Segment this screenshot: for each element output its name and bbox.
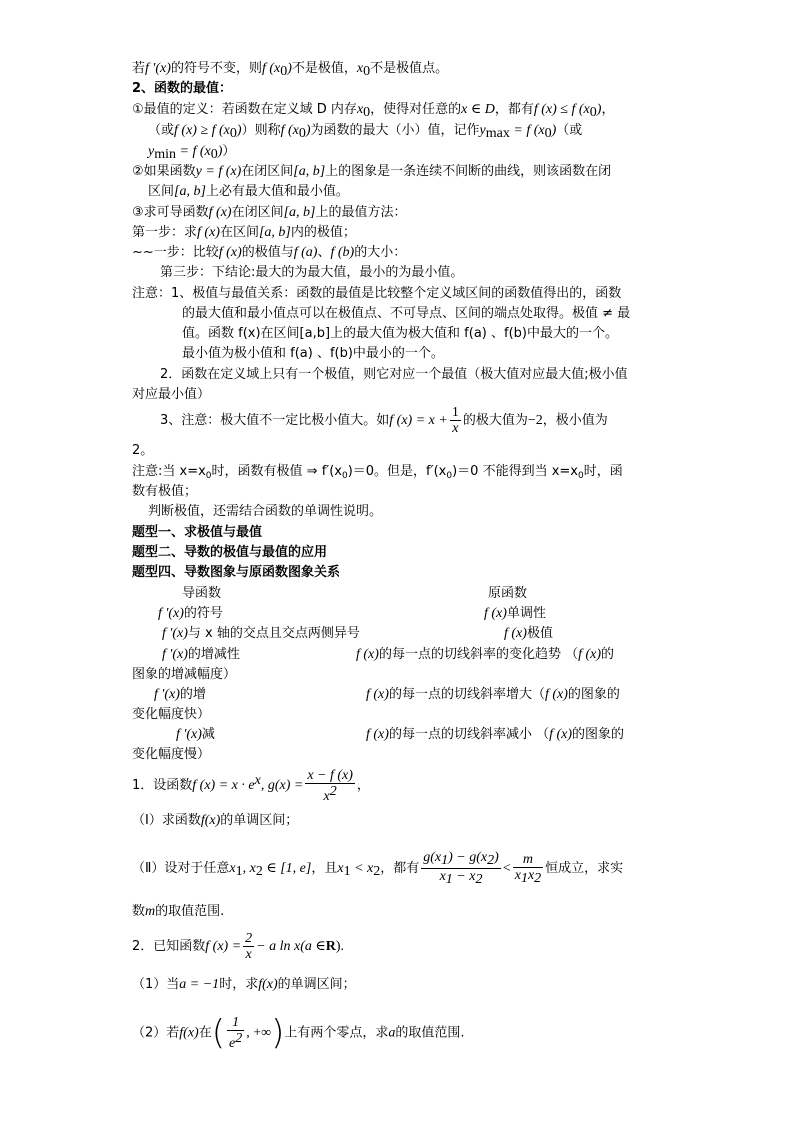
numerator	[421, 850, 501, 869]
text: 的极值与	[241, 245, 294, 260]
text: 减	[201, 727, 215, 742]
text-line: 变化幅度快）	[132, 707, 211, 722]
fraction	[450, 405, 461, 436]
text-line: 值。函数 f(x)在区间[a,b]上的最大值为极大值和 f(a) 、f(b)中最大的一个。	[182, 326, 618, 341]
math: 0	[363, 105, 371, 120]
text: 注意:当 x=x	[132, 464, 206, 479]
math: f(x)	[179, 1025, 199, 1041]
math: f '(x)	[162, 626, 188, 641]
text: 的取值范围.	[395, 1025, 465, 1041]
math: g(x	[423, 850, 442, 865]
math: 2	[329, 783, 337, 799]
text-line	[132, 976, 356, 994]
text: 的	[601, 647, 615, 662]
text-line: 最小值为极小值和 f(a) 、f(b)中最小的一个。	[182, 346, 444, 361]
text-line	[366, 726, 624, 744]
math: 0	[544, 126, 552, 141]
text: ）则称	[241, 123, 281, 138]
math: f (x)	[366, 687, 389, 702]
math: x	[439, 869, 446, 884]
fraction	[305, 768, 355, 804]
text: ③求可导函数	[132, 205, 209, 220]
math: f (x) = x · e	[192, 778, 255, 793]
math: 2	[487, 853, 495, 868]
math: R	[325, 939, 336, 954]
text-line	[162, 646, 240, 664]
text-line: 2．函数在定义域上只有一个极值，则它对应一个最值（极大值对应最大值;极小值	[160, 367, 628, 382]
text: 的增减性	[187, 647, 240, 662]
math: x ∈ D	[461, 102, 495, 117]
fraction	[243, 931, 254, 962]
math: 0	[210, 147, 218, 162]
math: −2	[527, 413, 543, 428]
math: x	[514, 867, 521, 883]
text: ，极小值为	[542, 413, 608, 428]
text: ，都有	[380, 861, 420, 876]
math: f (x)	[504, 626, 527, 641]
math: [a, b]	[283, 205, 316, 220]
text-line	[176, 726, 215, 744]
math: f (x)	[218, 245, 242, 260]
math: 1	[520, 870, 528, 886]
math: 1	[343, 864, 351, 879]
text: 2．已知函数	[132, 939, 206, 954]
denominator	[305, 784, 355, 804]
text: ，都有	[494, 102, 534, 117]
right-paren: )	[271, 1013, 285, 1053]
text-line: 2。	[132, 443, 154, 458]
text: 第一步：求	[132, 225, 198, 240]
math: )	[551, 123, 557, 138]
text: 在	[198, 1025, 212, 1041]
math: , g(x) =	[260, 778, 304, 793]
math: f (x) = x +	[389, 413, 448, 428]
numerator: 1	[227, 1015, 244, 1031]
text: 的图象的	[572, 727, 625, 742]
fraction	[227, 1015, 244, 1051]
math: )	[217, 144, 223, 159]
math: f '(x)	[162, 647, 188, 662]
math: = f (x	[509, 123, 545, 138]
math: 2	[235, 1031, 243, 1046]
math: − x	[452, 869, 476, 884]
text: 与 x 轴的交点且交点两侧异号	[187, 626, 360, 641]
math: )	[236, 123, 242, 138]
text: ）	[222, 144, 236, 159]
math: )	[596, 102, 602, 117]
text: （I）求函数	[132, 813, 201, 828]
text: 上必有最大值和最小值。	[205, 184, 349, 199]
numerator: x − f (x)	[307, 767, 353, 783]
text: 若	[132, 61, 146, 76]
text: 1．设函数	[132, 778, 193, 793]
math: min	[154, 147, 176, 162]
text-line: 注意：1、极值与最值关系：函数的最值是比较整个定义域区间的函数值得出的，函数	[132, 286, 622, 301]
math: f (x)	[197, 225, 220, 240]
math: <	[502, 861, 511, 876]
text-line	[154, 686, 206, 704]
text: 上的图象是一条连续不间断的曲线，则该函数在闭	[325, 164, 612, 179]
text-line: 图象的增减幅度）	[132, 667, 237, 682]
text: ~~一步：比较	[132, 245, 219, 260]
text: ，	[356, 778, 370, 793]
text-line: 第三步：下结论:最大的为最大值，最小的为最小值。	[160, 265, 464, 280]
numerator: 1	[451, 405, 459, 420]
math: [a, b]	[174, 184, 206, 199]
text-line: 变化幅度慢）	[132, 747, 211, 762]
text: ②如果函数	[132, 164, 196, 179]
text-line	[132, 204, 407, 222]
text: 的极大值为	[462, 413, 528, 428]
text-line: 的最大值和最小值点可以在极值点、不可导点、区间的端点处取得。极值 ≠ 最	[182, 306, 631, 321]
math: y	[148, 144, 155, 159]
text-line	[484, 605, 546, 623]
text: 不是极值，	[291, 61, 357, 76]
math: f (x)	[366, 727, 389, 742]
text: 内的极值；	[290, 225, 356, 240]
text: 的大小：	[354, 245, 407, 260]
text: 上有两个零点，求	[284, 1025, 389, 1041]
math: ).	[335, 939, 345, 954]
math: f (x	[280, 123, 299, 138]
math: 0	[229, 126, 237, 141]
math: [a, b]	[293, 164, 326, 179]
math: 2	[255, 864, 263, 879]
math: 0	[205, 471, 212, 481]
denominator	[513, 868, 543, 886]
text: （Ⅱ）设对于任意	[132, 861, 230, 876]
text: ，	[601, 102, 615, 117]
math: x	[527, 867, 535, 883]
math: f (x)	[549, 727, 573, 742]
math: x	[337, 861, 344, 876]
math: 2	[534, 870, 542, 886]
text: 3、注意：极大值不一定比极小值大。如	[160, 413, 390, 428]
math: m	[145, 904, 156, 919]
math: ) − g(x	[448, 850, 488, 865]
math: f (x)	[356, 647, 379, 662]
text: 的单调区间；	[277, 977, 356, 992]
math: 1	[441, 853, 449, 868]
text-line	[132, 101, 614, 122]
text-line	[504, 625, 553, 643]
text: 时，求	[219, 977, 259, 992]
text: 区间	[148, 184, 175, 199]
text: 的图象的	[567, 687, 620, 702]
math: x	[323, 788, 330, 804]
text: 的每一点的切线斜率的变化趋势 （	[378, 647, 579, 662]
math: f (x)	[544, 687, 568, 702]
math: f (x)	[578, 647, 602, 662]
fraction	[421, 850, 501, 887]
text-line	[132, 224, 356, 242]
math: f (x)	[208, 205, 232, 220]
math: − a ln x(a ∈	[256, 939, 326, 954]
math: < x	[350, 861, 374, 876]
math: f (b)	[330, 245, 355, 260]
left-paren: (	[211, 1013, 225, 1053]
numerator: m	[513, 852, 543, 868]
math: )	[494, 850, 499, 865]
math: )	[305, 123, 311, 138]
math: f '(x)	[145, 61, 171, 76]
math: f (x) ≥ f (x	[174, 123, 230, 138]
text: （或	[148, 123, 175, 138]
text: 的单调区间；	[220, 813, 299, 828]
text-line	[132, 60, 448, 81]
text-line: 对应最小值）	[132, 387, 211, 402]
text-line	[160, 405, 608, 436]
math: f (a)	[293, 245, 318, 260]
denominator	[227, 1031, 244, 1051]
text: 为函数的最大（小）值，记作	[310, 123, 480, 138]
problem-1	[132, 764, 370, 804]
text: ，使得对任意的	[370, 102, 462, 117]
text-line	[132, 244, 406, 262]
math: x	[356, 102, 364, 117]
section-heading: 题型四、导数图象与原函数图象关系	[132, 565, 341, 580]
text-line	[366, 686, 620, 704]
math: 1	[445, 872, 453, 887]
text: 的每一点的切线斜率减小 （	[388, 727, 550, 742]
text: 单调性	[506, 606, 546, 621]
text: )＝0 不能得到当 x=x	[452, 464, 578, 479]
text-line: 判断极值，还需结合函数的单调性说明。	[148, 504, 383, 519]
math: 0	[446, 471, 453, 481]
text: 的增	[179, 687, 206, 702]
column-header: 原函数	[488, 586, 528, 601]
text: 恒成立，求实	[545, 861, 624, 876]
denominator: x	[452, 421, 459, 436]
text: （1）当	[132, 977, 180, 992]
math: )	[287, 61, 292, 76]
math: f (x) ≤ f (x	[533, 102, 590, 117]
math: 2	[373, 864, 381, 879]
math: y = f (x)	[195, 164, 242, 179]
text: 的每一点的切线斜率增大（	[388, 687, 545, 702]
text: （2）若	[132, 1025, 180, 1041]
numerator: 2	[245, 931, 253, 946]
math: f '(x)	[176, 727, 202, 742]
math: 0	[341, 471, 348, 481]
text-line: 数有极值；	[132, 484, 198, 499]
math: [a, b]	[258, 225, 291, 240]
text: （或	[556, 123, 583, 138]
math: , +∞	[246, 1025, 272, 1041]
math: a = −1	[179, 977, 220, 992]
text: 的取值范围.	[155, 904, 225, 919]
math: 0	[589, 105, 597, 120]
math: = f (x	[176, 144, 211, 159]
math: f (x)	[484, 606, 507, 621]
text: 数	[132, 904, 146, 919]
math: f(x)	[258, 977, 278, 992]
text: 在闭区间	[231, 205, 284, 220]
text: 的符号不变，则	[170, 61, 262, 76]
math: x	[229, 861, 236, 876]
math: 0	[577, 471, 584, 481]
math: 1	[235, 864, 243, 879]
math: f '(x)	[158, 606, 184, 621]
text-line	[148, 143, 235, 164]
text-line	[132, 463, 623, 485]
math: 2	[475, 872, 483, 887]
math: x	[254, 773, 261, 788]
math: y	[479, 123, 486, 138]
fraction	[513, 852, 543, 886]
text-line	[132, 163, 611, 181]
text-line	[132, 1010, 465, 1057]
math: max	[485, 126, 510, 141]
text: 的符号	[183, 606, 223, 621]
denominator: x	[245, 947, 252, 962]
section-heading: 题型一、求极值与最值	[132, 525, 263, 540]
column-header: 导函数	[182, 586, 222, 601]
denominator	[421, 869, 501, 887]
math: f (x) =	[205, 939, 242, 954]
text: 时，函	[583, 464, 623, 479]
text-line	[162, 625, 360, 643]
text-line	[148, 183, 349, 201]
math: e	[229, 1036, 236, 1051]
math: 0	[363, 64, 371, 79]
math: x	[356, 61, 364, 76]
text: ，且	[311, 861, 338, 876]
math: f '(x)	[154, 687, 180, 702]
text-line	[132, 812, 298, 830]
text: 、	[317, 245, 331, 260]
text-line	[356, 646, 614, 664]
text-line	[158, 605, 223, 623]
math: f(x)	[200, 813, 221, 828]
math: ∈ [1, e]	[262, 861, 312, 876]
math: f (x	[261, 61, 281, 76]
text: ①最值的定义：若函数在定义域 D 内存	[132, 102, 357, 117]
text: 在闭区间	[241, 164, 294, 179]
text: 时，函数有极值 ⇒ f′(x	[211, 464, 342, 479]
section-heading: 题型二、导数的极值与最值的应用	[132, 545, 328, 560]
text-line	[148, 122, 582, 143]
math: , x	[242, 861, 256, 876]
text: 在区间	[219, 225, 259, 240]
text: )＝0。但是，f′(x	[347, 464, 447, 479]
text: 上的最值方法：	[315, 205, 407, 220]
math: 0	[280, 64, 288, 79]
problem-2	[132, 930, 344, 964]
section-heading: 2、函数的最值：	[132, 81, 233, 96]
text-line	[132, 903, 224, 921]
math: 0	[298, 126, 306, 141]
text: 不是极值点。	[370, 61, 449, 76]
text: 极值	[526, 626, 553, 641]
text-line	[132, 850, 623, 889]
math: a	[388, 1025, 396, 1041]
